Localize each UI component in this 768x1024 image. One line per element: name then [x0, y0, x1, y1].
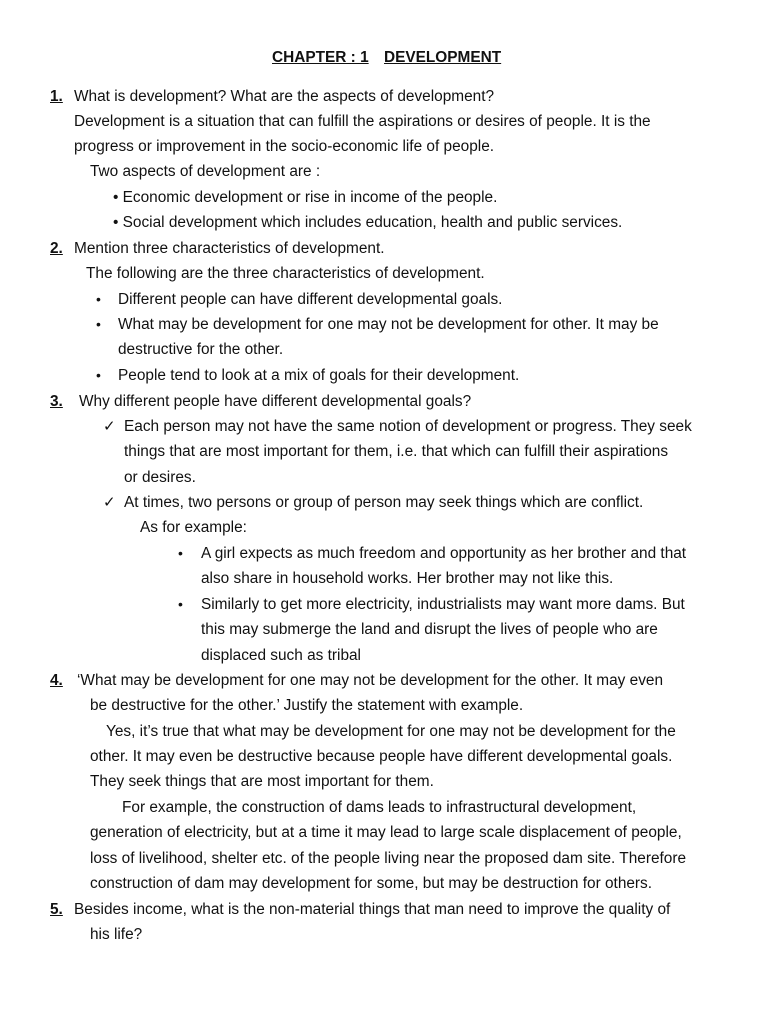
q3-reason-cont: things that are most important for them, i.e. that which can fulfill their aspirations [124, 443, 669, 460]
q3-reason: Each person may not have the same notion of development or progress. They seek [124, 418, 692, 435]
q5-number: 5. [50, 901, 63, 918]
q1-aspect-item: • Economic development or rise in income of the people. [113, 189, 498, 206]
q5-question-cont: his life? [90, 926, 143, 943]
q1-question: What is development? What are the aspects of development? [74, 88, 495, 105]
q2-number: 2. [50, 240, 63, 257]
q2-characteristic: What may be development for one may not be development for other. It may be [118, 316, 659, 333]
q3-example-item-cont: this may submerge the land and disrupt the lives of people who are [201, 621, 658, 638]
q3-example-label: As for example: [140, 519, 247, 536]
bullet-dot: • [96, 291, 101, 307]
bullet-dot: • [96, 367, 101, 383]
q3-example-item: Similarly to get more electricity, industrialists may want more dams. But [201, 596, 685, 613]
q2-characteristic: People tend to look at a mix of goals for their development. [118, 367, 520, 384]
q1-answer-line: Development is a situation that can fulfill the aspirations or desires of people. It is the [74, 113, 651, 130]
chapter-title: DEVELOPMENT [384, 49, 502, 66]
q4-question: ‘What may be development for one may not be development for the other. It may even [77, 672, 664, 689]
q4-example-line: loss of livelihood, shelter etc. of the people living near the proposed dam site. Therefore [90, 850, 687, 867]
check-icon: ✓ [103, 494, 116, 511]
q4-question-cont: be destructive for the other.’ Justify the statement with example. [90, 697, 524, 714]
q1-answer-line: progress or improvement in the socio-economic life of people. [74, 138, 495, 155]
q5-question: Besides income, what is the non-material things that man need to improve the quality of [74, 901, 671, 918]
q1-aspect-item: • Social development which includes education, health and public services. [113, 214, 623, 231]
q1-number: 1. [50, 88, 63, 105]
q2-characteristic-cont: destructive for the other. [118, 341, 284, 358]
q4-example-line: For example, the construction of dams leads to infrastructural development, [122, 799, 637, 816]
q2-intro: The following are the three characteristics of development. [86, 265, 485, 282]
q3-reason-cont: or desires. [124, 469, 196, 486]
q4-answer-line: Yes, it’s true that what may be development for one may not be development for the [106, 723, 676, 740]
q4-answer-line: other. It may even be destructive because people have different developmental goals. [90, 748, 673, 765]
chapter-label: CHAPTER : 1 [272, 49, 369, 66]
q2-characteristic: Different people can have different developmental goals. [118, 291, 503, 308]
bullet-dot: • [178, 596, 183, 612]
q4-answer-line: They seek things that are most important for them. [90, 773, 434, 790]
q3-question: Why different people have different developmental goals? [79, 393, 472, 410]
check-icon: ✓ [103, 418, 116, 435]
q3-example-item: A girl expects as much freedom and opportunity as her brother and that [201, 545, 687, 562]
q3-example-item-cont: displaced such as tribal [201, 647, 361, 664]
q3-reason: At times, two persons or group of person may seek things which are conflict. [124, 494, 644, 511]
q4-number: 4. [50, 672, 63, 689]
q4-example-line: generation of electricity, but at a time it may lead to large scale displacement of people, [90, 824, 682, 841]
q4-example-line: construction of dam may development for some, but may be destruction for others. [90, 875, 653, 892]
q3-number: 3. [50, 393, 63, 410]
bullet-dot: • [178, 545, 183, 561]
q1-aspects-intro: Two aspects of development are : [90, 163, 321, 180]
q3-example-item-cont: also share in household works. Her brother may not like this. [201, 570, 614, 587]
bullet-dot: • [96, 316, 101, 332]
q2-question: Mention three characteristics of development. [74, 240, 385, 257]
